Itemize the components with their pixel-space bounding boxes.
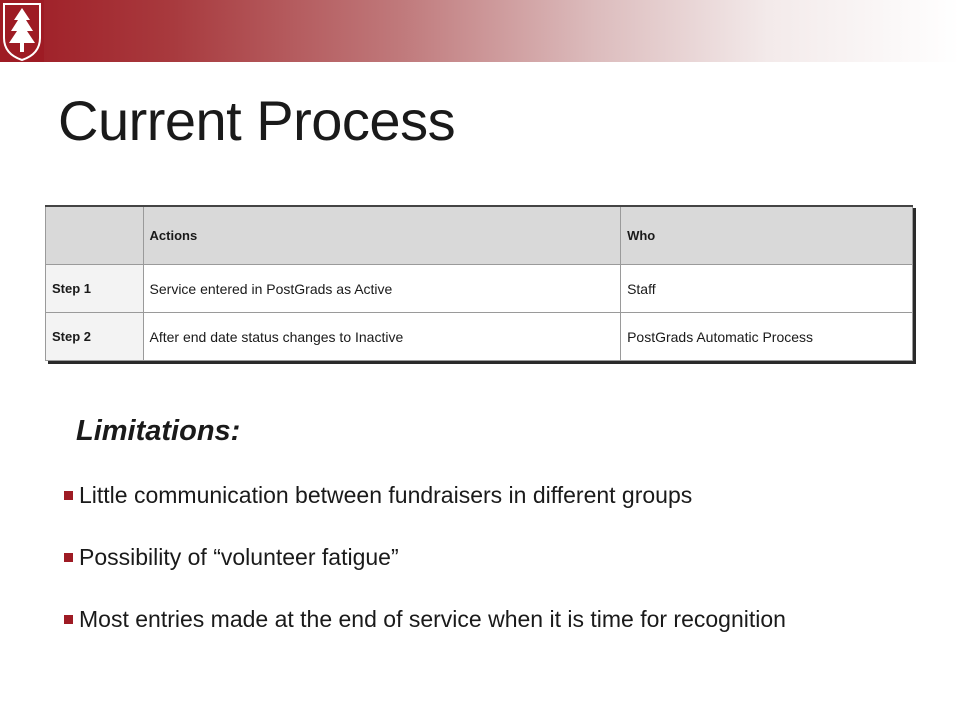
table-header-row: [46, 206, 913, 265]
limitations-heading: Limitations:: [76, 415, 241, 447]
list-item: [64, 540, 786, 574]
step-cell: Step 2: [46, 313, 144, 361]
header-banner: [0, 0, 960, 62]
process-table: [45, 205, 913, 361]
who-cell: Staff: [621, 265, 913, 313]
who-cell: PostGrads Automatic Process: [621, 313, 913, 361]
table-header-cell: [46, 206, 144, 265]
action-cell: After end date status changes to Inactive: [143, 313, 621, 361]
list-item-text: Most entries made at the end of service when it is time for recognition: [79, 605, 786, 632]
action-cell: Service entered in PostGrads as Active: [143, 265, 621, 313]
table-header-cell: Actions: [143, 206, 621, 265]
square-bullet-icon: [64, 615, 73, 624]
list-item: [64, 478, 786, 512]
table-row: [46, 265, 913, 313]
limitations-list: [64, 478, 786, 664]
square-bullet-icon: [64, 553, 73, 562]
list-item-text: Little communication between fundraisers in different groups: [79, 481, 693, 508]
table-row: [46, 313, 913, 361]
tree-logo-icon: [0, 0, 44, 62]
list-item-text: Possibility of “volunteer fatigue”: [79, 543, 399, 570]
step-cell: Step 1: [46, 265, 144, 313]
list-item: [64, 602, 786, 636]
table-header-cell: Who: [621, 206, 913, 265]
page-title: Current Process: [58, 89, 456, 152]
square-bullet-icon: [64, 491, 73, 500]
